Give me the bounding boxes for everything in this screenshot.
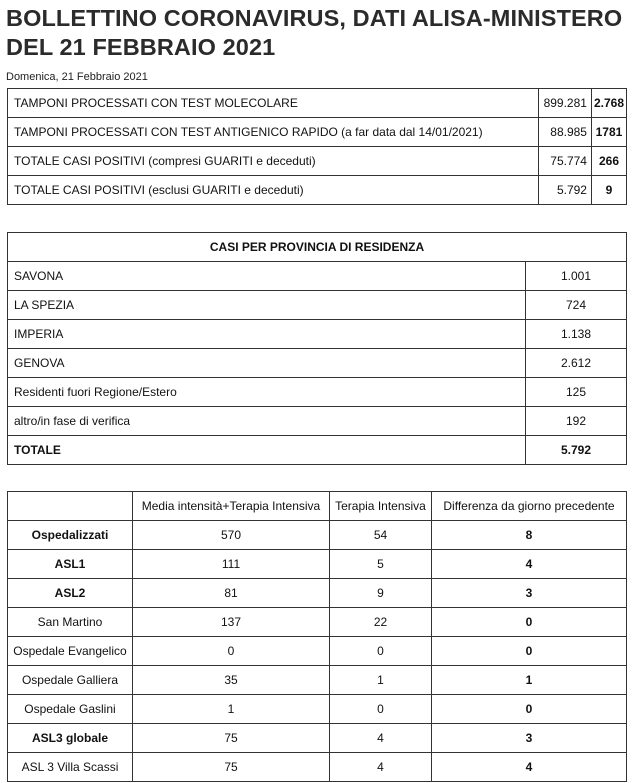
hospital-name: Ospedale Evangelico <box>8 637 133 666</box>
page-title: BOLLETTINO CORONAVIRUS, DATI ALISA-MINISTERO DEL 21 FEBBRAIO 2021 <box>6 5 623 60</box>
summary-row <box>8 147 627 176</box>
hospital-ti-value: 9 <box>330 579 432 608</box>
summary-row <box>8 176 627 205</box>
hospital-media-value: 75 <box>133 753 330 782</box>
hospital-ti-value: 0 <box>330 637 432 666</box>
hospital-ti-value: 54 <box>330 521 432 550</box>
province-name: GENOVA <box>8 349 526 378</box>
province-name: LA SPEZIA <box>8 291 526 320</box>
hospital-ti-value: 5 <box>330 550 432 579</box>
province-value: 192 <box>526 407 627 436</box>
summary-label: TOTALE CASI POSITIVI (compresi GUARITI e deceduti) <box>8 147 539 176</box>
hospital-row <box>8 521 627 550</box>
hospital-name: ASL3 globale <box>8 724 133 753</box>
hospital-row <box>8 666 627 695</box>
province-total-value: 5.792 <box>526 436 627 465</box>
province-total-row <box>8 436 627 465</box>
hospital-media-value: 111 <box>133 550 330 579</box>
hospital-diff-value: 3 <box>432 579 627 608</box>
hospital-media-value: 570 <box>133 521 330 550</box>
hospital-name: Ospedale Gaslini <box>8 695 133 724</box>
hospital-row <box>8 724 627 753</box>
province-header-row <box>8 233 627 262</box>
summary-total: 899.281 <box>538 89 591 118</box>
hospital-diff-value: 0 <box>432 608 627 637</box>
hospital-header-row <box>8 492 627 521</box>
province-table-header: CASI PER PROVINCIA DI RESIDENZA <box>8 233 627 262</box>
summary-label: TAMPONI PROCESSATI CON TEST ANTIGENICO RAPIDO (a far data dal 14/01/2021) <box>8 118 539 147</box>
hospital-media-value: 81 <box>133 579 330 608</box>
hospital-ti-value: 1 <box>330 666 432 695</box>
hospital-name: ASL1 <box>8 550 133 579</box>
hospital-diff-value: 3 <box>432 724 627 753</box>
hospital-name: San Martino <box>8 608 133 637</box>
hospital-row <box>8 550 627 579</box>
hospital-ti-value: 22 <box>330 608 432 637</box>
hospital-row <box>8 695 627 724</box>
summary-total: 75.774 <box>538 147 591 176</box>
hospital-ti-value: 4 <box>330 724 432 753</box>
province-name: altro/in fase di verifica <box>8 407 526 436</box>
province-table <box>7 232 627 465</box>
summary-total: 88.985 <box>538 118 591 147</box>
summary-delta: 9 <box>591 176 626 205</box>
hospital-media-value: 35 <box>133 666 330 695</box>
hospital-row <box>8 753 627 782</box>
summary-label: TOTALE CASI POSITIVI (esclusi GUARITI e deceduti) <box>8 176 539 205</box>
hospital-row <box>8 608 627 637</box>
summary-row <box>8 89 627 118</box>
hospital-name: Ospedale Galliera <box>8 666 133 695</box>
province-value: 1.001 <box>526 262 627 291</box>
hospital-diff-value: 4 <box>432 550 627 579</box>
summary-total: 5.792 <box>538 176 591 205</box>
summary-delta: 1781 <box>591 118 626 147</box>
province-value: 724 <box>526 291 627 320</box>
hospital-name: ASL2 <box>8 579 133 608</box>
province-name: SAVONA <box>8 262 526 291</box>
hospital-ti-value: 0 <box>330 695 432 724</box>
hospital-diff-value: 0 <box>432 695 627 724</box>
hospital-row <box>8 579 627 608</box>
hospital-row <box>8 637 627 666</box>
province-value: 1.138 <box>526 320 627 349</box>
province-row <box>8 320 627 349</box>
hospital-header-blank <box>8 492 133 521</box>
province-value: 2.612 <box>526 349 627 378</box>
hospital-header-diff: Differenza da giorno precedente <box>432 492 627 521</box>
summary-delta: 2.768 <box>591 89 626 118</box>
hospital-diff-value: 1 <box>432 666 627 695</box>
province-row <box>8 291 627 320</box>
summary-row <box>8 118 627 147</box>
hospital-diff-value: 0 <box>432 637 627 666</box>
province-name: IMPERIA <box>8 320 526 349</box>
province-total-label: TOTALE <box>8 436 526 465</box>
hospital-header-media: Media intensità+Terapia Intensiva <box>133 492 330 521</box>
summary-delta: 266 <box>591 147 626 176</box>
province-row <box>8 262 627 291</box>
hospital-diff-value: 4 <box>432 753 627 782</box>
hospital-name: Ospedalizzati <box>8 521 133 550</box>
hospital-table <box>7 491 627 782</box>
hospital-media-value: 0 <box>133 637 330 666</box>
hospital-media-value: 1 <box>133 695 330 724</box>
hospital-media-value: 137 <box>133 608 330 637</box>
hospital-header-ti: Terapia Intensiva <box>330 492 432 521</box>
hospital-name: ASL 3 Villa Scassi <box>8 753 133 782</box>
hospital-ti-value: 4 <box>330 753 432 782</box>
province-row <box>8 349 627 378</box>
summary-label: TAMPONI PROCESSATI CON TEST MOLECOLARE <box>8 89 539 118</box>
summary-table <box>7 88 627 205</box>
bulletin-date: Domenica, 21 Febbraio 2021 <box>6 71 148 83</box>
hospital-media-value: 75 <box>133 724 330 753</box>
province-row <box>8 407 627 436</box>
province-name: Residenti fuori Regione/Estero <box>8 378 526 407</box>
province-value: 125 <box>526 378 627 407</box>
province-row <box>8 378 627 407</box>
hospital-diff-value: 8 <box>432 521 627 550</box>
